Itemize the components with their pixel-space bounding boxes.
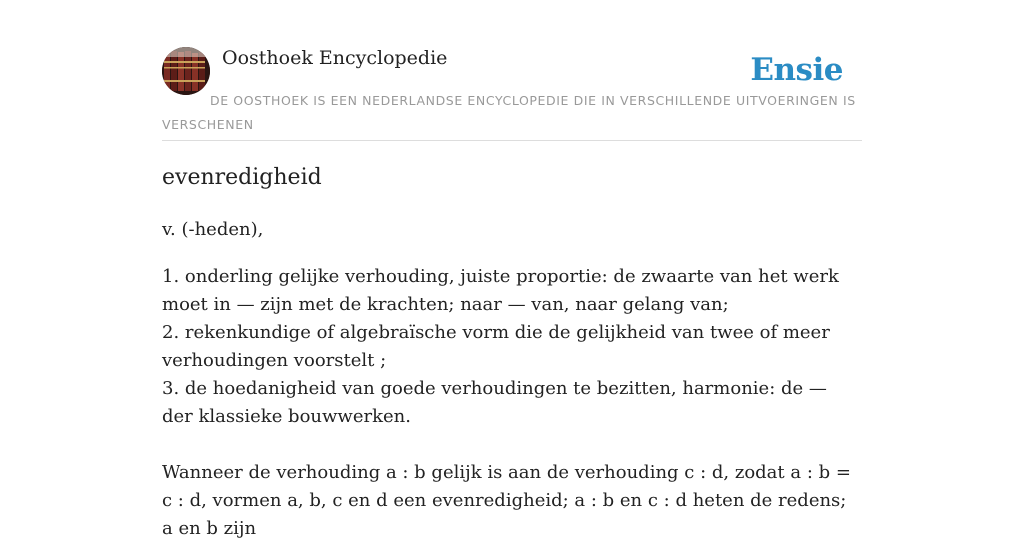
definition-2: 2. rekenkundige of algebraïsche vorm die de gelijkheid van twee of meer verhoudingen voorstelt ;: [162, 322, 830, 371]
source-name[interactable]: Oosthoek Encyclopedie: [222, 47, 448, 69]
entry-title: evenredigheid: [162, 165, 322, 190]
definition-1: 1. onderling gelijke verhouding, juiste proportie: de zwaarte van het werk moet in — zijn met de krachten; naar — van, naar gelang van;: [162, 266, 839, 315]
source-header: [162, 0, 862, 141]
encyclopedia-books-icon: [162, 47, 210, 95]
source-avatar[interactable]: [162, 47, 210, 95]
ensie-logo[interactable]: Ensie: [750, 52, 843, 88]
entry-page: [162, 0, 862, 539]
entry-grammar: v. (-heden),: [162, 219, 264, 240]
definition-3: 3. de hoedanigheid van goede verhoudingen te bezitten, harmonie: de — der klassieke bouwwerken.: [162, 378, 827, 427]
paragraph-spacer: [162, 431, 862, 459]
entry-body: [162, 263, 862, 543]
entry-paragraph: Wanneer de verhouding a : b gelijk is aan de verhouding c : d, zodat a : b = c : d, vormen a, b, c en d een evenredigheid; a : b en c : d heten de redens; a en b zijn: [162, 462, 851, 539]
source-description: DE OOSTHOEK IS EEN NEDERLANDSE ENCYCLOPEDIE DIE IN VERSCHILLENDE UITVOERINGEN IS VERSCHENEN: [162, 93, 856, 132]
